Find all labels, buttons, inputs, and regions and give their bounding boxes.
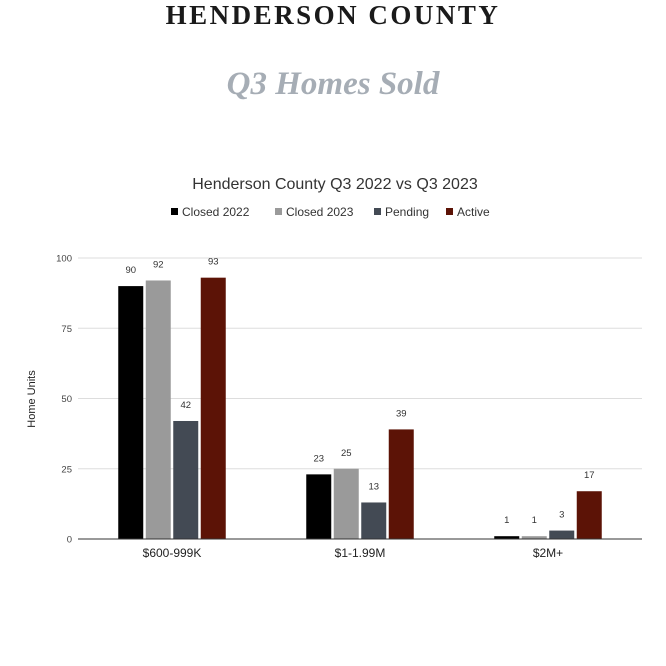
x-axis-categories <box>143 546 564 560</box>
y-tick-label: 0 <box>66 534 72 546</box>
data-label: 39 <box>395 408 407 420</box>
y-axis-ticks <box>56 254 72 546</box>
bar <box>577 491 602 539</box>
legend-swatch <box>374 208 381 215</box>
page-heading: HENDERSON COUNTY <box>165 0 501 30</box>
legend-label: Active <box>457 205 490 219</box>
y-axis-label: Home Units <box>26 370 38 428</box>
bar <box>173 421 198 539</box>
data-label: 3 <box>559 509 565 521</box>
x-category-label: $600-999K <box>142 546 202 560</box>
data-label: 92 <box>152 259 164 271</box>
bar <box>389 429 414 539</box>
x-category-label: $2M+ <box>532 546 564 560</box>
bar <box>549 531 574 539</box>
bar <box>146 280 171 539</box>
data-label: 90 <box>125 265 137 277</box>
legend-swatch <box>446 208 453 215</box>
legend-label: Closed 2023 <box>286 205 354 219</box>
chart-legend <box>171 205 490 219</box>
bar <box>306 474 331 539</box>
data-label: 13 <box>368 481 380 493</box>
legend-label: Closed 2022 <box>182 205 250 219</box>
y-tick-label: 50 <box>61 394 72 405</box>
data-label: 23 <box>313 453 325 465</box>
y-tick-label: 100 <box>56 253 72 265</box>
data-label: 1 <box>504 515 510 527</box>
bar <box>118 286 143 539</box>
legend-label: Pending <box>385 205 430 219</box>
bar <box>334 469 359 539</box>
x-category-label: $1-1.99M <box>334 546 386 560</box>
data-label: 42 <box>180 399 192 411</box>
chart-title: Henderson County Q3 2022 vs Q3 2023 <box>192 176 478 193</box>
data-label: 17 <box>583 470 595 482</box>
legend-swatch <box>171 208 178 215</box>
y-tick-label: 25 <box>61 464 72 476</box>
bar <box>361 502 386 539</box>
legend-swatch <box>275 208 282 215</box>
data-label: 1 <box>531 515 537 527</box>
bar <box>201 278 226 539</box>
data-label: 93 <box>207 256 219 268</box>
y-tick-label: 75 <box>61 323 72 335</box>
page-subheading: Q3 Homes Sold <box>226 66 440 102</box>
data-label: 25 <box>340 447 352 459</box>
